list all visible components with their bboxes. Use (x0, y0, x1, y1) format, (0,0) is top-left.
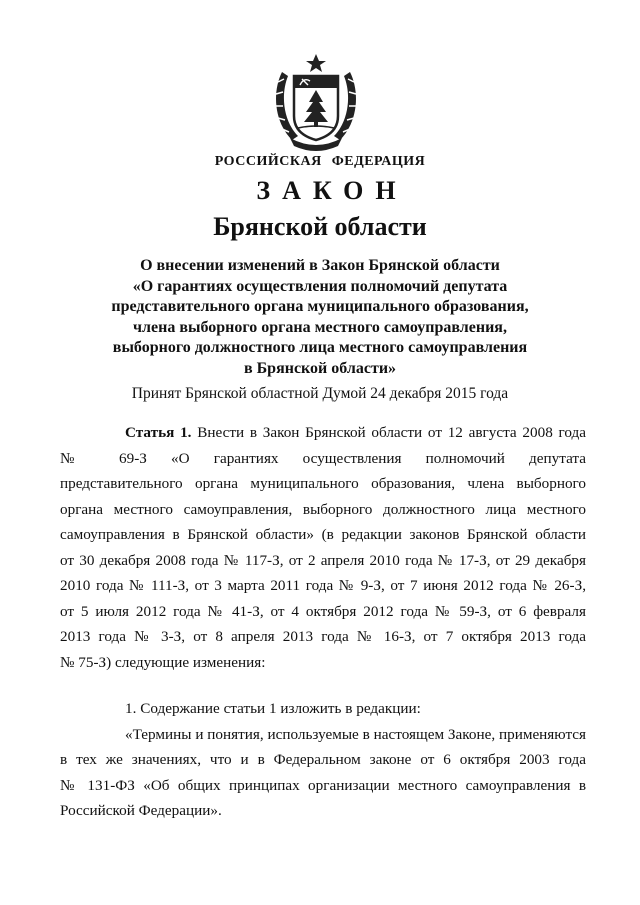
article-1-line: от 30 декабря 2008 года № 117-З, от 2 апреля 2010 года № 17-З, от 29 декабря (60, 551, 586, 569)
article-1-label: Статья 1. (125, 424, 192, 441)
region-heading: Брянской области (213, 212, 427, 241)
law-title-line: члена выборного органа местного самоуправления, (133, 318, 507, 336)
article-1-line: органа местного самоуправления, выборного должностного лица местного (60, 500, 586, 518)
country-heading: РОССИЙСКАЯ ФЕДЕРАЦИЯ (214, 154, 426, 169)
adoption-note: Принят Брянской областной Думой 24 декабря 2015 года (131, 385, 509, 402)
item-1-line: 1. Содержание статьи 1 изложить в редакции: (125, 700, 421, 717)
item-1-paragraph (92, 696, 586, 722)
article-1-paragraph (60, 420, 587, 675)
article-1-line: самоуправления в Брянской области» (в редакции законов Брянской области (60, 526, 586, 543)
law-title-line: «О гарантиях осуществления полномочий депутата (132, 277, 508, 295)
quote-paragraph (60, 722, 586, 824)
article-1-line: 2010 года № 111-З, от 3 марта 2011 года № 9-З, от 7 июня 2012 года № 26-З, (60, 577, 586, 594)
article-1-text: Внести в Закон Брянской области от 12 августа 2008 года (191, 424, 587, 441)
article-1-line: от 5 июля 2012 года № 41-З, от 4 октября 2012 года № 59-З, от 6 февраля (60, 602, 586, 620)
law-title-line: в Брянской области» (243, 359, 397, 377)
article-1-line: представительного органа муниципального образования, члена выборного (60, 475, 586, 492)
quote-line: в тех же значениях, что и в Федеральном законе от 6 октября 2003 года (60, 751, 586, 768)
quote-line: «Термины и понятия, используемые в настоящем Законе, применяются (125, 725, 586, 743)
law-title-line: представительного органа муниципального образования, (111, 298, 529, 315)
article-1-first-line (92, 420, 586, 446)
law-title-line: выборного должностного лица местного самоуправления (112, 339, 528, 356)
article-1-line: № 75-З) следующие изменения: (60, 653, 266, 671)
quote-line: Российской Федерации». (60, 802, 222, 819)
quote-line: № 131-ФЗ «Об общих принципах организации местного самоуправления в (60, 776, 586, 794)
article-1-line: № 69-З «О гарантиях осуществления полномочий депутата (60, 449, 586, 467)
document-body (60, 420, 587, 824)
bryansk-coat-of-arms-emblem (268, 52, 364, 152)
law-heading: ЗАКОН (256, 176, 408, 205)
paragraph-gap (92, 675, 586, 696)
article-1-line: 2013 года № 3-З, от 8 апреля 2013 года № 16-З, от 7 октября 2013 года (60, 628, 586, 645)
law-title (60, 256, 580, 379)
law-title-line: О внесении изменений в Закон Брянской области (140, 257, 500, 274)
